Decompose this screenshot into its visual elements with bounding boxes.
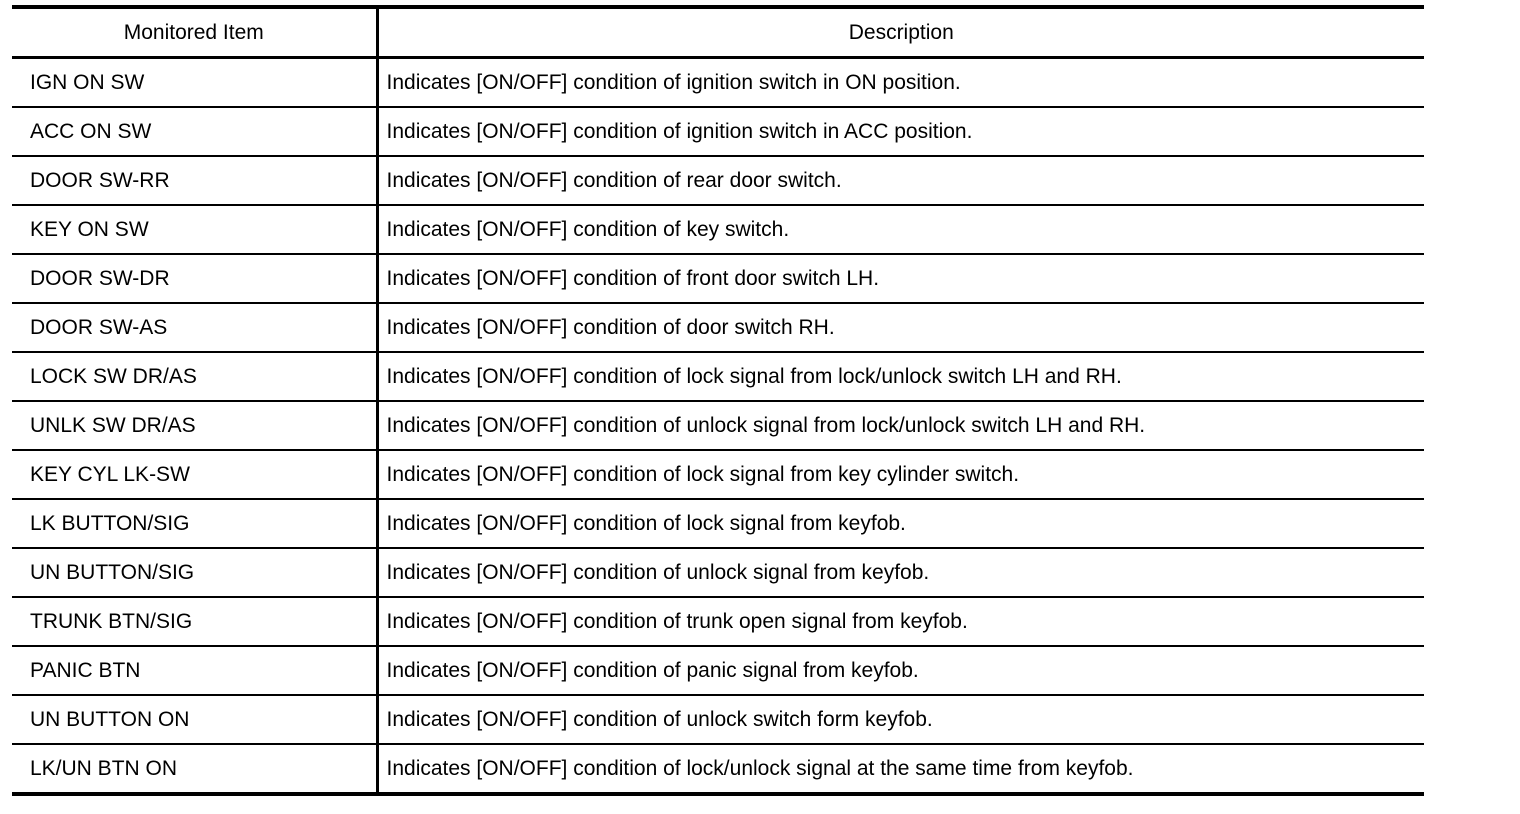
monitored-item-cell: KEY CYL LK-SW bbox=[12, 450, 377, 499]
table-row bbox=[12, 205, 1424, 254]
description-cell: Indicates [ON/OFF] condition of panic signal from keyfob. bbox=[386, 658, 919, 682]
monitored-item-cell: UN BUTTON/SIG bbox=[12, 548, 377, 597]
table-row bbox=[12, 352, 1424, 401]
description-cell: Indicates [ON/OFF] condition of lock signal from keyfob. bbox=[386, 511, 906, 535]
table-row bbox=[12, 744, 1424, 794]
description-cell: Indicates [ON/OFF] condition of unlock signal from lock/unlock switch LH and RH. bbox=[386, 413, 1146, 437]
table-row bbox=[12, 450, 1424, 499]
description-cell: Indicates [ON/OFF] condition of lock signal from lock/unlock switch LH and RH. bbox=[386, 364, 1122, 388]
table-row bbox=[12, 646, 1424, 695]
description-cell: Indicates [ON/OFF] condition of lock signal from key cylinder switch. bbox=[386, 462, 1020, 486]
table-row bbox=[12, 58, 1424, 108]
description-cell: Indicates [ON/OFF] condition of lock/unlock signal at the same time from keyfob. bbox=[386, 756, 1134, 780]
table-row bbox=[12, 695, 1424, 744]
monitored-item-cell: ACC ON SW bbox=[12, 107, 377, 156]
monitored-item-cell: TRUNK BTN/SIG bbox=[12, 597, 377, 646]
description-cell: Indicates [ON/OFF] condition of rear door switch. bbox=[386, 168, 842, 192]
table-row bbox=[12, 107, 1424, 156]
monitored-item-cell: LK/UN BTN ON bbox=[12, 744, 377, 794]
monitored-item-cell: LK BUTTON/SIG bbox=[12, 499, 377, 548]
description-cell: Indicates [ON/OFF] condition of unlock signal from keyfob. bbox=[386, 560, 930, 584]
monitored-items-table-container bbox=[12, 5, 1424, 796]
table-row bbox=[12, 303, 1424, 352]
table-row bbox=[12, 548, 1424, 597]
table-row bbox=[12, 499, 1424, 548]
table-header bbox=[12, 7, 1424, 58]
monitored-item-cell: IGN ON SW bbox=[12, 58, 377, 108]
table-body bbox=[12, 58, 1424, 795]
monitored-item-cell: UN BUTTON ON bbox=[12, 695, 377, 744]
description-cell: Indicates [ON/OFF] condition of unlock switch form keyfob. bbox=[386, 707, 933, 731]
table-row bbox=[12, 254, 1424, 303]
description-cell: Indicates [ON/OFF] condition of ignition switch in ON position. bbox=[386, 70, 961, 94]
monitored-item-cell: UNLK SW DR/AS bbox=[12, 401, 377, 450]
header-row bbox=[12, 7, 1424, 58]
table-row bbox=[12, 401, 1424, 450]
monitored-item-cell: DOOR SW-RR bbox=[12, 156, 377, 205]
monitored-item-cell: DOOR SW-AS bbox=[12, 303, 377, 352]
table-row bbox=[12, 597, 1424, 646]
description-cell: Indicates [ON/OFF] condition of ignition switch in ACC position. bbox=[386, 119, 973, 143]
description-cell: Indicates [ON/OFF] condition of door switch RH. bbox=[386, 315, 835, 339]
header-description: Description bbox=[848, 20, 954, 44]
description-cell: Indicates [ON/OFF] condition of trunk open signal from keyfob. bbox=[386, 609, 968, 633]
monitored-item-cell: DOOR SW-DR bbox=[12, 254, 377, 303]
monitored-item-cell: PANIC BTN bbox=[12, 646, 377, 695]
monitored-item-cell: LOCK SW DR/AS bbox=[12, 352, 377, 401]
monitored-item-cell: KEY ON SW bbox=[12, 205, 377, 254]
table-row bbox=[12, 156, 1424, 205]
description-cell: Indicates [ON/OFF] condition of key switch. bbox=[386, 217, 790, 241]
header-monitored-item: Monitored Item bbox=[12, 7, 377, 58]
description-cell: Indicates [ON/OFF] condition of front door switch LH. bbox=[386, 266, 880, 290]
monitored-items-table bbox=[12, 5, 1424, 796]
